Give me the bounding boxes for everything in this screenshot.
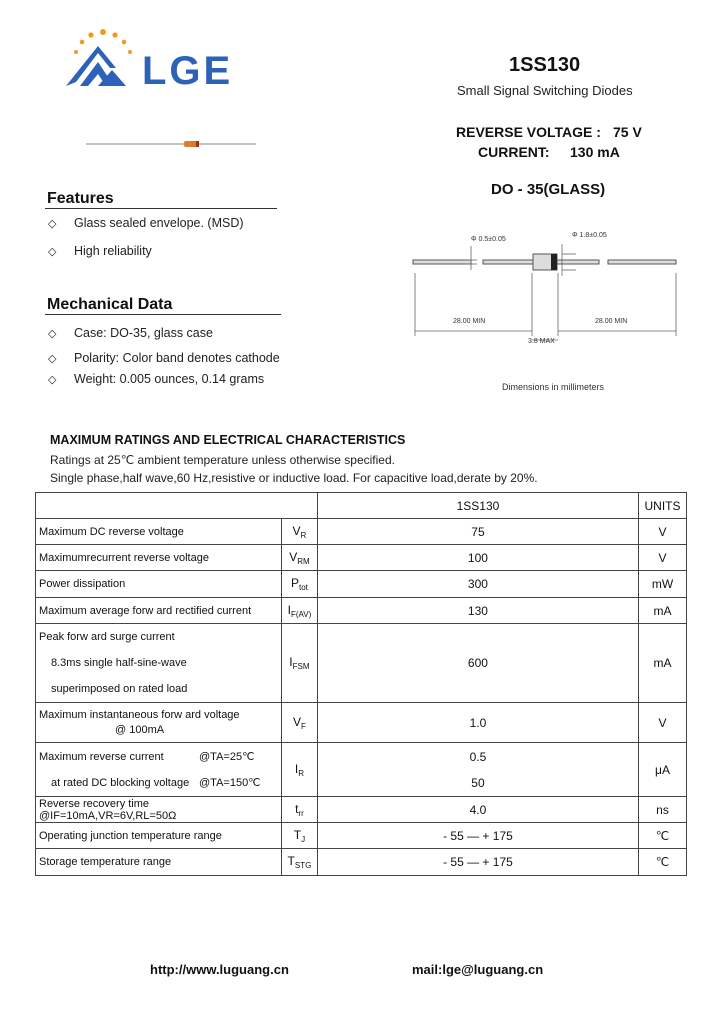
part-subtitle: Small Signal Switching Diodes <box>457 83 633 98</box>
table-row: Reverse recovery time @IF=10mA,VR=6V,RL=50Ω $t_{rr}$ 4.0 ns <box>36 797 687 823</box>
header-units-cell: UNITS <box>638 493 686 519</box>
ratings-note-2: Single phase,half wave,60 Hz,resistive or inductive load. For capacitive load,derate by 20%. <box>50 471 538 485</box>
table-row: Maximum reverse current @TA=25℃ at rated DC blocking voltage @TA=150℃ $I_R$ 0.5 50 μA <box>36 743 687 797</box>
mechanical-item: ◇ Polarity: Color band denotes cathode <box>48 351 280 365</box>
diamond-bullet-icon: ◇ <box>48 217 57 230</box>
body-diameter-label: Φ 1.8±0.05 <box>572 232 607 239</box>
website-link[interactable]: http://www.luguang.cn <box>150 962 289 977</box>
logo-mark-icon <box>58 26 148 96</box>
diamond-bullet-icon: ◇ <box>48 352 57 365</box>
brand-name: LGE <box>142 49 234 93</box>
mechanical-item: ◇ Case: DO-35, glass case <box>48 326 213 340</box>
diamond-bullet-icon: ◇ <box>48 373 57 386</box>
table-row: Maximum average forw ard rectified current $I_{F(AV)}$ 130 mA <box>36 598 687 624</box>
part-number: 1SS130 <box>509 54 581 76</box>
diode-photo <box>86 138 256 150</box>
table-row: Power dissipation $P_{tot}$ 300 mW <box>36 571 687 598</box>
reverse-voltage-value: 75 V <box>613 124 642 140</box>
mechanical-title: Mechanical Data <box>47 296 173 313</box>
email-link[interactable]: mail:lge@luguang.cn <box>412 962 544 977</box>
table-row: Maximum instantaneous forw ard voltage @ 100mA $V_F$ 1.0 V <box>36 703 687 743</box>
feature-item: ◇ High reliability <box>48 244 152 258</box>
features-rule <box>45 208 277 209</box>
dimensions-caption: Dimensions in millimeters <box>502 382 605 392</box>
table-header-row <box>36 493 687 519</box>
lead-diameter-label: Φ 0.5±0.05 <box>471 236 506 243</box>
mechanical-item: ◇ Weight: 0.005 ounces, 0.14 grams <box>48 372 265 386</box>
ratings-table <box>35 492 687 876</box>
ratings-note-1: Ratings at 25℃ ambient temperature unless otherwise specified. <box>50 453 395 467</box>
package-type: DO - 35(GLASS) <box>491 181 606 198</box>
table-row: Operating junction temperature range $T_J$ - 55 — + 175 ℃ <box>36 823 687 849</box>
mechanical-rule <box>45 314 281 315</box>
table-row: Peak forw ard surge current 8.3ms single half-sine-wave superimposed on rated load $I_{FSM}$ 600 mA <box>36 624 687 703</box>
table-row: Maximum DC reverse voltage $V_R$ 75 V <box>36 519 687 545</box>
lead-length-left-label: 28.00 MIN <box>453 318 486 325</box>
current-label: CURRENT: <box>478 144 550 160</box>
ratings-title: MAXIMUM RATINGS AND ELECTRICAL CHARACTERISTICS <box>50 433 406 447</box>
table-row: Maximumrecurrent reverse voltage $V_{RM}$ 100 V <box>36 545 687 571</box>
table-row: Storage temperature range $T_{STG}$ - 55 — + 175 ℃ <box>36 849 687 876</box>
diamond-bullet-icon: ◇ <box>48 245 57 258</box>
current-value: 130 mA <box>570 144 620 160</box>
feature-item: ◇ Glass sealed envelope. (MSD) <box>48 216 244 230</box>
diamond-bullet-icon: ◇ <box>48 327 57 340</box>
features-title: Features <box>47 190 114 207</box>
lead-length-right-label: 28.00 MIN <box>595 318 628 325</box>
reverse-voltage-label: REVERSE VOLTAGE : <box>456 124 601 140</box>
header-part-cell: 1SS130 <box>317 493 638 519</box>
dimension-drawing <box>410 228 685 353</box>
body-length-label: 3.8 MAX <box>528 338 555 345</box>
